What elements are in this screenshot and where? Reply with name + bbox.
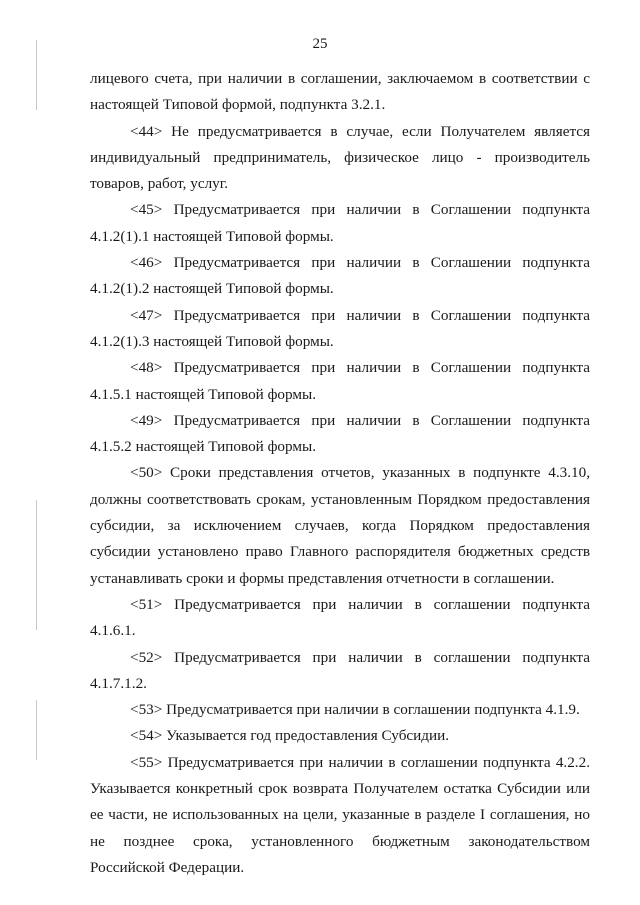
footnote-49: <49> Предусматривается при наличии в Соглашении подпункта 4.1.5.2 настоящей Типовой формы. bbox=[90, 411, 590, 456]
footnote-44: <44> Не предусматривается в случае, если Получателем является индивидуальный предприниматель, физическое лицо - производитель товаров, работ, услуг. bbox=[90, 122, 590, 193]
footnote-51: <51> Предусматривается при наличии в соглашении подпункта 4.1.6.1. bbox=[90, 595, 590, 640]
footnote-52: <52> Предусматривается при наличии в соглашении подпункта 4.1.7.1.2. bbox=[90, 648, 590, 692]
scan-edge-mark bbox=[36, 500, 37, 630]
footnote-53: <53> Предусматривается при наличии в соглашении подпункта 4.1.9. bbox=[130, 701, 580, 719]
footnotes-body bbox=[90, 66, 590, 881]
footnote-46: <46> Предусматривается при наличии в Соглашении подпункта 4.1.2(1).2 настоящей Типовой формы. bbox=[90, 254, 590, 298]
scan-edge-mark bbox=[36, 700, 37, 760]
footnote-55: <55> Предусматривается при наличии в соглашении подпункта 4.2.2. Указывается конкретный срок возврата Получателем остатка Субсидии или ее части, не использованных на цели, указанные в разделе I соглашения, но не позднее срока, установленного бюджетным законодательством Российской Федерации. bbox=[90, 753, 590, 876]
page-number: 25 bbox=[312, 36, 328, 52]
footnote-45: <45> Предусматривается при наличии в Соглашении подпункта 4.1.2(1).1 настоящей Типовой формы. bbox=[90, 201, 590, 245]
footnote-48: <48> Предусматривается при наличии в Соглашении подпункта 4.1.5.1 настоящей Типовой формы. bbox=[90, 359, 590, 403]
footnote-47: <47> Предусматривается при наличии в Соглашении подпункта 4.1.2(1).3 настоящей Типовой формы. bbox=[90, 306, 590, 350]
paragraph-continuation: лицевого счета, при наличии в соглашении, заключаемом в соответствии с настоящей Типовой формой, подпункта 3.2.1. bbox=[90, 70, 590, 114]
footnote-50: <50> Сроки представления отчетов, указанных в подпункте 4.3.10, должны соответствовать срокам, установленным Порядком предоставления субсидии, за исключением случаев, когда Порядком предоставления субсидии установлено право Главного распорядителя бюджетных средств устанавливать сроки и формы представления отчетности в соглашении. bbox=[90, 464, 590, 587]
footnote-54: <54> Указывается год предоставления Субсидии. bbox=[130, 727, 450, 745]
